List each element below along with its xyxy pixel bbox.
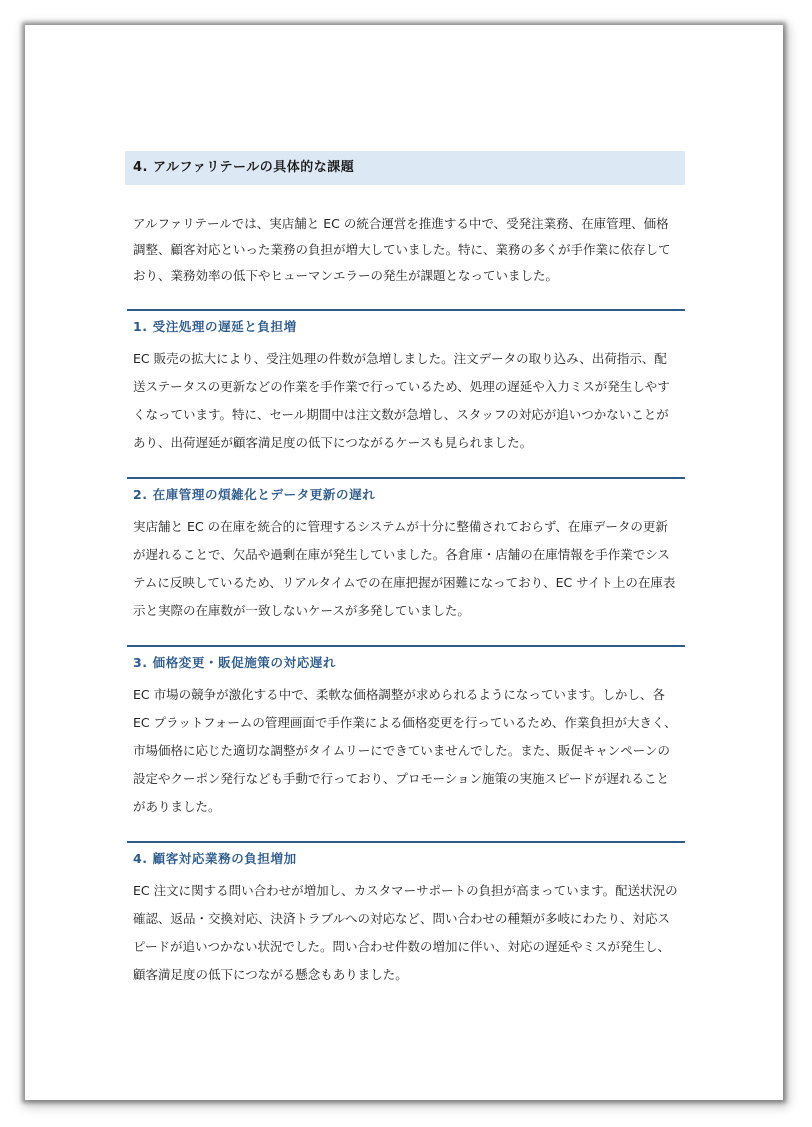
section-1	[127, 309, 685, 457]
section-divider	[127, 477, 685, 479]
section-paragraph: EC 市場の競争が激化する中で、柔軟な価格調整が求められるようになっています。しかし、各 EC プラットフォームの管理画面で手作業による価格変更を行っているため、作業負担が大きく、市場価格に応じた適切な調整がタイムリーにできていませんでした。また、販促キャンペーンの設定やクーポン発行なども手動で行っており、プロモーション施策の実施スピードが遅れることがありました。	[133, 687, 677, 814]
section-paragraph: EC 注文に関する問い合わせが増加し、カスタマーサポートの負担が高まっています。配送状況の確認、返品・交換対応、決済トラブルへの対応など、問い合わせの種類が多岐にわたり、対応スピードが追いつかない状況でした。問い合わせ件数の増加に伴い、対応の遅延やミスが発生し、顧客満足度の低下につながる懸念もありました。	[133, 883, 678, 982]
section-paragraph: 実店舗と EC の在庫を統合的に管理するシステムが十分に整備されておらず、在庫データの更新が遅れることで、欠品や過剰在庫が発生していました。各倉庫・店舗の在庫情報を手作業でシステムに反映しているため、リアルタイムでの在庫把握が困難になっており、EC サイト上の在庫表示と実際の在庫数が一致しないケースが多発していました。	[133, 519, 676, 618]
section-3	[127, 645, 685, 821]
document-page	[25, 25, 783, 1100]
section-paragraph: EC 販売の拡大により、受注処理の件数が急増しました。注文データの取り込み、出荷指示、配送ステータスの更新などの作業を手作業で行っているため、処理の遅延や入力ミスが発生しやすくなっています。特に、セール期間中は注文数が急増し、スタッフの対応が追いつかないことがあり、出荷遅延が顧客満足度の低下につながるケースも見られました。	[133, 351, 670, 450]
section-heading: 2. 在庫管理の煩雑化とデータ更新の遅れ	[133, 487, 376, 502]
document-content	[127, 151, 685, 989]
section-2	[127, 477, 685, 625]
intro-paragraph: アルファリテールでは、実店舗と EC の統合運営を推進する中で、受発注業務、在庫管理、価格調整、顧客対応といった業務の負担が増大していました。特に、業務の多くが手作業に依存しており、業務効率の低下やヒューマンエラーの発生が課題となっていました。	[133, 216, 671, 283]
section-heading: 1. 受注処理の遅延と負担増	[133, 319, 297, 334]
section-divider	[127, 309, 685, 311]
section-4	[127, 841, 685, 989]
section-divider	[127, 841, 685, 843]
section-heading: 4. 顧客対応業務の負担増加	[133, 851, 297, 866]
section-heading: 3. 価格変更・販促施策の対応遅れ	[133, 655, 336, 670]
section-divider	[127, 645, 685, 647]
page-title: 4. アルファリテールの具体的な課題	[125, 151, 685, 185]
